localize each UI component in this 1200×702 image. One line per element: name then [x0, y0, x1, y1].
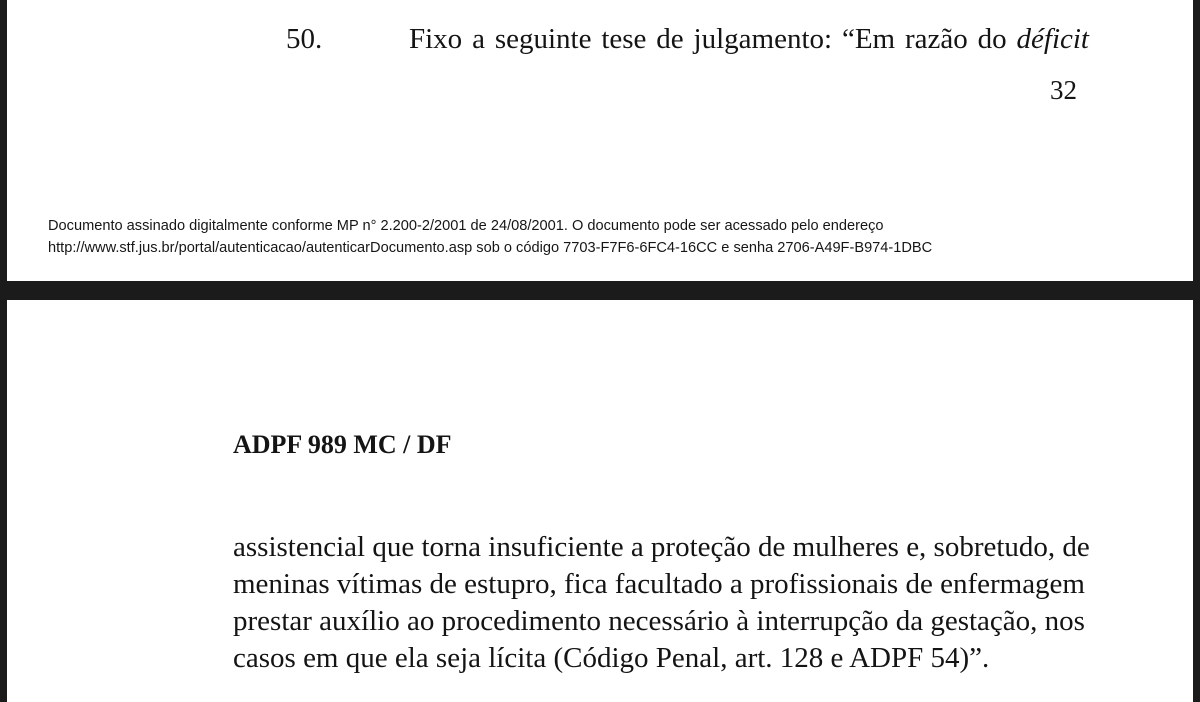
body-line: meninas vítimas de estupro, fica facultado a profissionais de enfermagem [233, 568, 1085, 600]
document-page-bottom [7, 300, 1193, 702]
body-line: assistencial que torna insuficiente a proteção de mulheres e, sobretudo, de [233, 531, 1090, 563]
paragraph-text-regular: Fixo a seguinte tese de julgamento: “Em razão do [409, 23, 1017, 55]
body-line: prestar auxílio ao procedimento necessário à interrupção da gestação, nos [233, 605, 1085, 637]
body-paragraph [233, 529, 1090, 677]
page-number: 32 [1050, 75, 1077, 105]
footer-line-1: Documento assinado digitalmente conforme MP n° 2.200-2/2001 de 24/08/2001. O documento pode ser acessado pelo endereço [48, 218, 884, 234]
paragraph-text-italic: déficit [1016, 23, 1089, 55]
body-line: casos em que ela seja lícita (Código Penal, art. 128 e ADPF 54)”. [233, 642, 990, 674]
digital-signature-footer [48, 215, 1148, 259]
paragraph-text [409, 22, 1089, 56]
paragraph-number: 50. [286, 23, 323, 55]
document-page-top [7, 0, 1193, 281]
case-header: ADPF 989 MC / DF [233, 430, 452, 459]
footer-line-2: http://www.stf.jus.br/portal/autenticacao/autenticarDocumento.asp sob o código 7703-F7F6-6FC4-16CC e senha 2706-A49F-B974-1DBC [48, 240, 933, 256]
